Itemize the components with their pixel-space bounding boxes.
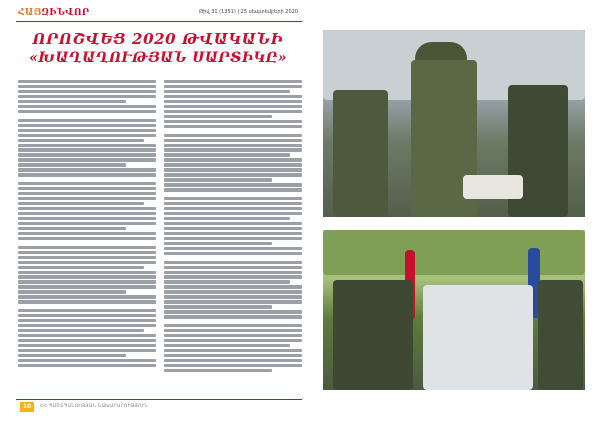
body-text-line <box>164 247 302 250</box>
body-text-line <box>18 349 156 352</box>
body-text-line <box>18 344 156 347</box>
body-text-line <box>18 271 156 274</box>
article-body <box>18 80 302 380</box>
body-text-line <box>164 339 302 342</box>
body-text-line <box>18 158 156 161</box>
photo-award-ceremony <box>323 30 585 217</box>
body-text-line <box>18 246 156 249</box>
body-text-line <box>164 188 302 191</box>
body-text-line <box>164 168 302 171</box>
body-text-line <box>18 168 156 171</box>
body-text-line <box>164 134 302 137</box>
body-text-line <box>18 202 144 205</box>
body-text-line <box>18 90 156 93</box>
body-text-line <box>164 80 302 83</box>
body-text-line <box>164 280 290 283</box>
body-column-left <box>18 80 156 380</box>
body-text-line <box>164 212 302 215</box>
body-text-line <box>164 183 302 186</box>
body-text-line <box>18 256 156 259</box>
body-text-line <box>164 364 302 367</box>
body-text-line <box>18 129 156 132</box>
body-text-line <box>18 261 156 264</box>
body-text-line <box>18 290 126 293</box>
body-text-line <box>18 80 156 83</box>
body-text-line <box>18 100 126 103</box>
body-text-line <box>18 242 156 244</box>
body-text-line <box>18 369 156 371</box>
body-text-line <box>18 300 156 303</box>
body-text-line <box>18 139 144 142</box>
body-text-line <box>164 105 302 108</box>
body-text-line <box>164 305 272 308</box>
body-text-line <box>18 134 156 137</box>
body-text-line <box>164 359 302 362</box>
body-text-line <box>164 334 302 337</box>
footer-divider <box>16 399 302 400</box>
body-text-line <box>18 110 156 113</box>
body-text-line <box>18 124 156 127</box>
body-text-line <box>164 153 290 156</box>
body-text-line <box>18 144 156 147</box>
body-text-line <box>164 115 272 118</box>
body-text-line <box>164 324 302 327</box>
body-text-line <box>18 95 156 98</box>
body-text-line <box>18 280 156 283</box>
body-text-line <box>164 178 272 181</box>
body-text-line <box>164 202 302 205</box>
body-text-line <box>18 192 156 195</box>
body-text-line <box>18 148 156 151</box>
body-text-line <box>164 344 290 347</box>
body-text-line <box>164 144 302 147</box>
body-text-line <box>18 187 156 190</box>
body-text-line <box>18 314 156 317</box>
body-text-line <box>18 163 126 166</box>
body-text-line <box>164 257 302 259</box>
body-text-line <box>164 110 302 113</box>
body-text-line <box>18 359 156 362</box>
body-text-line <box>164 193 302 195</box>
body-text-line <box>164 275 302 278</box>
body-text-line <box>164 300 302 303</box>
body-text-line <box>164 320 302 322</box>
soldier-row-dark-right <box>538 280 583 390</box>
body-text-line <box>164 100 302 103</box>
body-text-line <box>18 364 156 367</box>
body-text-line <box>164 222 302 225</box>
body-text-line <box>164 232 302 235</box>
body-text-line <box>18 275 156 278</box>
body-text-line <box>164 354 302 357</box>
handshake-paper <box>463 175 523 199</box>
officer-left <box>333 90 388 217</box>
body-text-line <box>164 310 302 313</box>
body-text-line <box>164 85 302 88</box>
body-text-line <box>18 329 144 332</box>
headline-line-2: «ԽԱՂԱՂՈՒԹՅԱՆ ՍԱՐՏԻԿԸ» <box>29 50 287 66</box>
body-text-line <box>18 339 156 342</box>
article-headline <box>10 30 306 68</box>
photo-lineup <box>323 230 585 390</box>
body-text-line <box>18 237 156 240</box>
magazine-logo: ՀԱՅԶԻՆՎՈՐ <box>18 8 90 18</box>
body-text-line <box>18 105 156 108</box>
body-text-line <box>18 222 156 225</box>
body-text-line <box>18 153 156 156</box>
body-column-right <box>164 80 302 380</box>
body-text-line <box>18 115 156 117</box>
body-text-line <box>164 290 302 293</box>
body-text-line <box>164 266 302 269</box>
body-text-line <box>164 261 302 264</box>
top-divider <box>16 21 302 22</box>
body-text-line <box>164 197 302 200</box>
body-text-line <box>164 207 302 210</box>
body-text-line <box>164 349 302 352</box>
body-text-line <box>164 130 302 132</box>
soldier-row-light <box>423 285 533 390</box>
body-text-line <box>164 242 272 245</box>
footer-text: ՀՀ ՊԱՇՏՊԱՆՈՒԹՅԱՆ ՆԱԽԱՐԱՐՈՒԹՅՈՒՆ <box>40 404 149 409</box>
body-text-line <box>164 315 302 318</box>
body-text-line <box>18 285 156 288</box>
body-text-line <box>18 334 156 337</box>
body-text-line <box>18 227 126 230</box>
body-text-line <box>18 217 156 220</box>
body-text-line <box>18 197 156 200</box>
body-text-line <box>164 158 302 161</box>
body-text-line <box>18 354 126 357</box>
body-text-line <box>164 95 302 98</box>
body-text-line <box>164 295 302 298</box>
body-text-line <box>164 125 302 128</box>
body-text-line <box>164 120 302 123</box>
body-text-line <box>164 227 302 230</box>
body-text-line <box>164 148 302 151</box>
body-text-line <box>164 217 290 220</box>
body-text-line <box>18 251 156 254</box>
body-text-line <box>164 285 302 288</box>
body-text-line <box>164 139 302 142</box>
officer-center-cap <box>415 42 467 62</box>
body-text-line <box>18 182 156 185</box>
trees-background <box>323 230 585 275</box>
body-text-line <box>18 305 156 307</box>
headline-line-1: ՈՐՈՇՎԵՑ 2020 ԹՎԱԿԱՆԻ <box>32 30 284 48</box>
soldier-row-dark-left <box>333 280 413 390</box>
body-text-line <box>18 85 156 88</box>
body-text-line <box>164 329 302 332</box>
body-text-line <box>18 319 156 322</box>
body-text-line <box>18 212 156 215</box>
body-text-line <box>164 163 302 166</box>
body-text-line <box>164 252 302 255</box>
page-number: 10 <box>20 402 34 412</box>
body-text-line <box>18 178 156 180</box>
body-text-line <box>18 232 156 235</box>
body-text-line <box>164 237 302 240</box>
body-text-line <box>164 369 272 372</box>
body-text-line <box>18 173 156 176</box>
issue-info: Թիվ 31 (1351) | 25 սեպտեմբերի 2020 <box>198 9 298 15</box>
body-text-line <box>18 324 156 327</box>
body-text-line <box>164 271 302 274</box>
body-text-line <box>164 173 302 176</box>
body-text-line <box>18 266 144 269</box>
body-text-line <box>18 207 156 210</box>
body-text-line <box>18 119 156 122</box>
body-text-line <box>164 90 290 93</box>
body-text-line <box>18 309 156 312</box>
body-text-line <box>18 295 156 298</box>
